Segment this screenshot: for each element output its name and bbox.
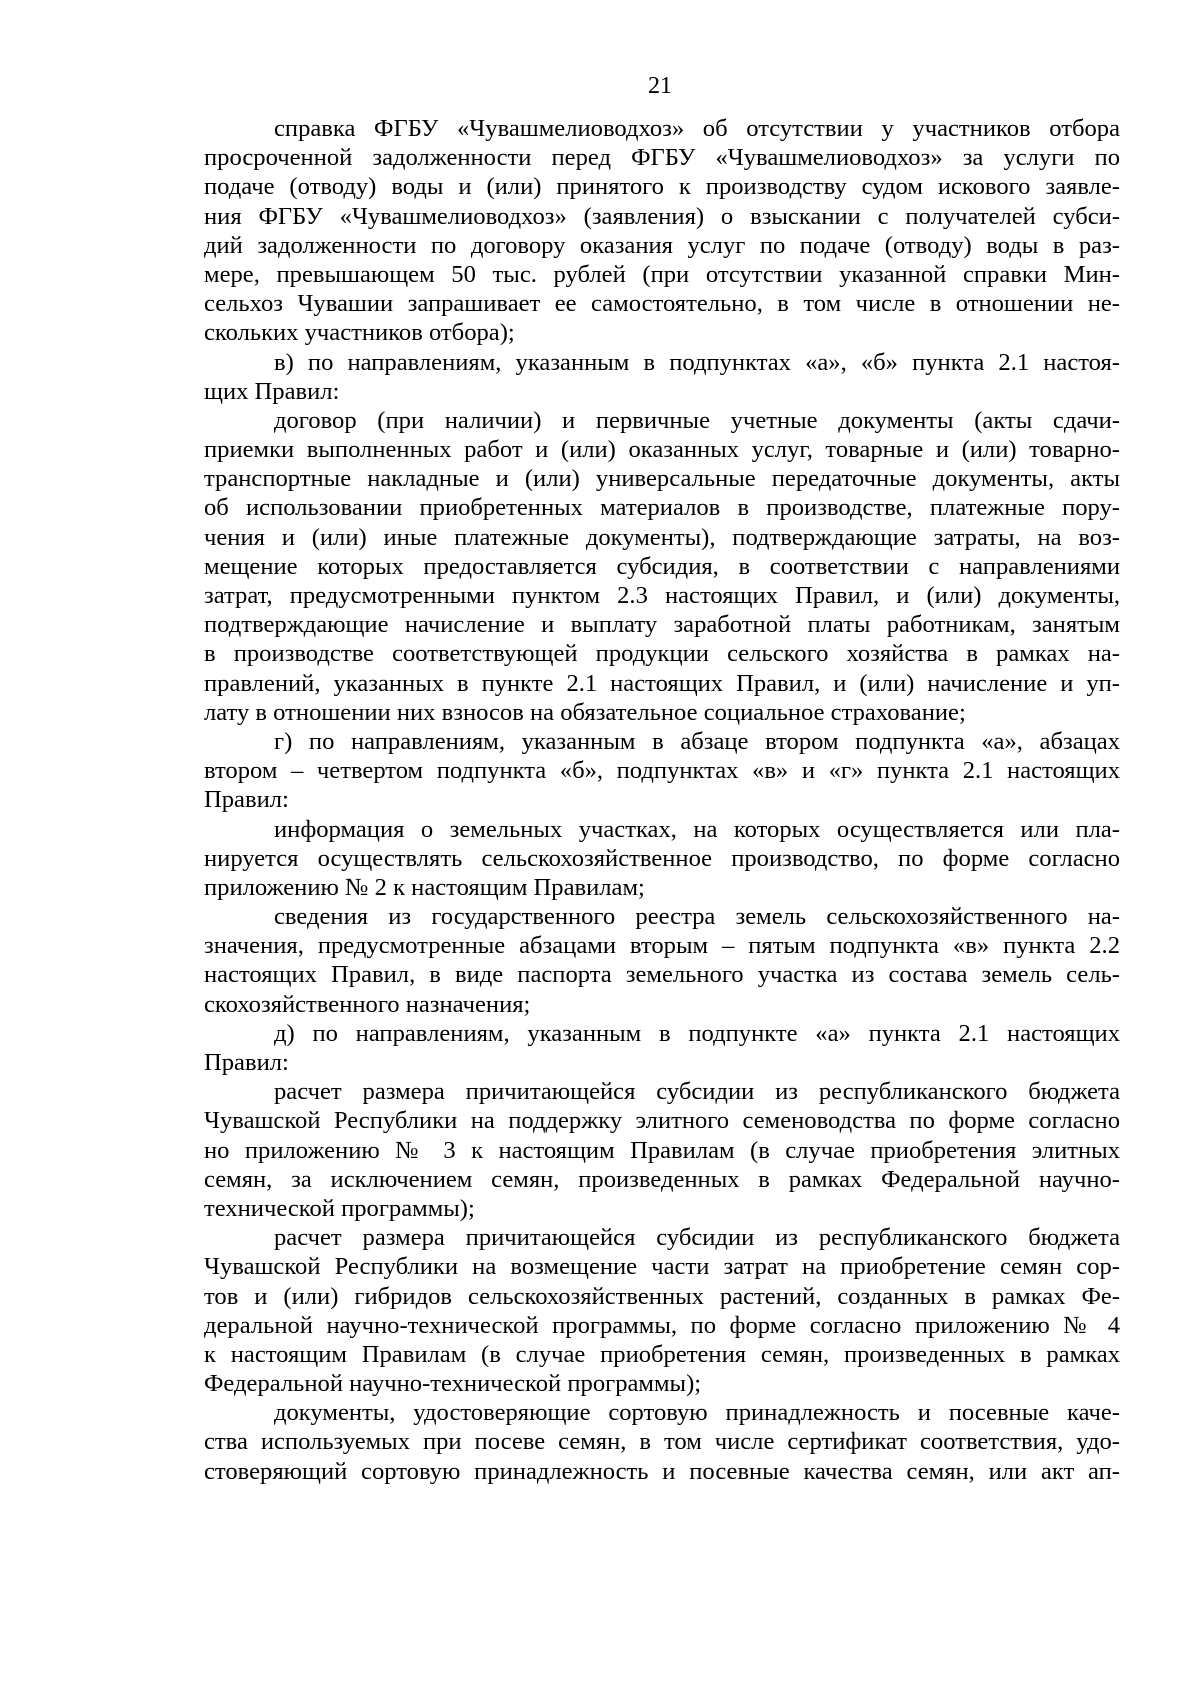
text-line: Правил: — [204, 786, 289, 814]
text-line: к настоящим Правилам (в случае приобретения семян, произведенных в рамках — [204, 1340, 1120, 1368]
text-line: деральной научно-технической программы, по форме согласно приложению № 4 — [204, 1311, 1120, 1339]
text-line: Чувашской Республики на возмещение части затрат на приобретение семян сор- — [204, 1253, 1120, 1281]
text-line: расчет размера причитающейся субсидии из республиканского бюджета — [274, 1078, 1120, 1106]
text-line: Федеральной научно-технической программы); — [204, 1370, 702, 1398]
text-line: настоящих Правил, в виде паспорта земельного участка из состава земель сель- — [204, 961, 1120, 989]
text-line: затрат, предусмотренными пунктом 2.3 настоящих Правил, и (или) документы, — [204, 582, 1120, 609]
text-line: договор (при наличии) и первичные учетные документы (акты сдачи- — [274, 406, 1120, 434]
text-line: расчет размера причитающейся субсидии из республиканского бюджета — [274, 1224, 1120, 1252]
text-line: документы, удостоверяющие сортовую принадлежность и посевные каче- — [274, 1399, 1120, 1427]
text-line: мещение которых предоставляется субсидия, в соответствии с направлениями — [204, 552, 1120, 580]
text-line: в производстве соответствующей продукции сельского хозяйства в рамках на- — [204, 640, 1120, 668]
text-line: подтверждающие начисление и выплату заработной платы работникам, занятым — [204, 611, 1120, 639]
text-line: дий задолженности по договору оказания услуг по подаче (отводу) воды в раз- — [204, 231, 1120, 259]
text-line: в) по направлениям, указанным в подпунктах «а», «б» пункта 2.1 настоя- — [274, 348, 1120, 376]
document-body — [204, 114, 1120, 1486]
text-line: тов и (или) гибридов сельскохозяйственных растений, созданных в рамках Фе- — [204, 1282, 1120, 1310]
paragraph — [204, 1398, 1120, 1486]
text-line: мере, превышающем 50 тыс. рублей (при отсутствии указанной справки Мин- — [204, 260, 1120, 288]
text-line: приемки выполненных работ и (или) оказанных услуг, товарные и (или) товарно- — [204, 436, 1120, 464]
text-line: чения и (или) иные платежные документы), подтверждающие затраты, на воз- — [204, 523, 1120, 551]
text-line: стоверяющий сортовую принадлежность и посевные качества семян, или акт ап- — [204, 1457, 1120, 1485]
paragraph — [204, 1223, 1120, 1398]
text-line: скольких участников отбора); — [204, 319, 515, 347]
text-line: лату в отношении них взносов на обязательное социальное страхование; — [204, 698, 966, 726]
page-number: 21 — [648, 73, 672, 99]
text-line: технической программы); — [204, 1194, 475, 1222]
text-line: семян, за исключением семян, произведенных в рамках Федеральной научно- — [204, 1165, 1120, 1193]
text-line: ства используемых при посеве семян, в том числе сертификат соответствия, удо- — [204, 1428, 1120, 1456]
text-line: втором – четвертом подпункта «б», подпунктах «в» и «г» пункта 2.1 настоящих — [204, 757, 1120, 785]
text-line: транспортные накладные и (или) универсальные передаточные документы, акты — [204, 465, 1120, 493]
text-line: справка ФГБУ «Чувашмелиоводхоз» об отсутствии у участников отбора — [274, 115, 1120, 142]
text-line: информация о земельных участках, на которых осуществляется или пла- — [274, 815, 1120, 843]
paragraph — [204, 114, 1120, 348]
text-line: сведения из государственного реестра земель сельскохозяйственного на- — [274, 903, 1120, 931]
text-line: правлений, указанных в пункте 2.1 настоящих Правил, и (или) начисление и уп- — [204, 669, 1120, 697]
text-line: щих Правил: — [204, 377, 340, 405]
text-line: подаче (отводу) воды и (или) принятого к производству судом искового заявле- — [204, 173, 1120, 201]
paragraph — [204, 1019, 1120, 1077]
text-line: нируется осуществлять сельскохозяйственное производство, по форме согласно — [204, 844, 1120, 872]
text-line: ния ФГБУ «Чувашмелиоводхоз» (заявления) о взыскании с получателей субси- — [204, 202, 1120, 230]
text-line: просроченной задолженности перед ФГБУ «Чувашмелиоводхоз» за услуги по — [204, 144, 1120, 172]
text-line: сельхоз Чувашии запрашивает ее самостоятельно, в том числе в отношении не- — [204, 290, 1120, 318]
paragraph — [204, 902, 1120, 1019]
paragraph — [204, 727, 1120, 815]
text-line: Правил: — [204, 1049, 289, 1076]
text-line: приложению № 2 к настоящим Правилам; — [204, 873, 645, 901]
text-line: д) по направлениям, указанным в подпункте «а» пункта 2.1 настоящих — [274, 1019, 1120, 1047]
paragraph — [204, 348, 1120, 406]
paragraph — [204, 1077, 1120, 1223]
text-line: об использовании приобретенных материалов в производстве, платежные пору- — [204, 494, 1120, 522]
text-line: Чувашской Республики на поддержку элитного семеноводства по форме согласно — [204, 1107, 1120, 1135]
paragraph — [204, 406, 1120, 727]
paragraph — [204, 815, 1120, 903]
text-line: г) по направлениям, указанным в абзаце втором подпункта «а», абзацах — [274, 727, 1120, 755]
text-line: но приложению № 3 к настоящим Правилам (в случае приобретения элитных — [204, 1136, 1120, 1164]
text-line: значения, предусмотренные абзацами вторым – пятым подпункта «в» пункта 2.2 — [204, 932, 1120, 960]
text-line: скохозяйственного назначения; — [204, 990, 531, 1018]
